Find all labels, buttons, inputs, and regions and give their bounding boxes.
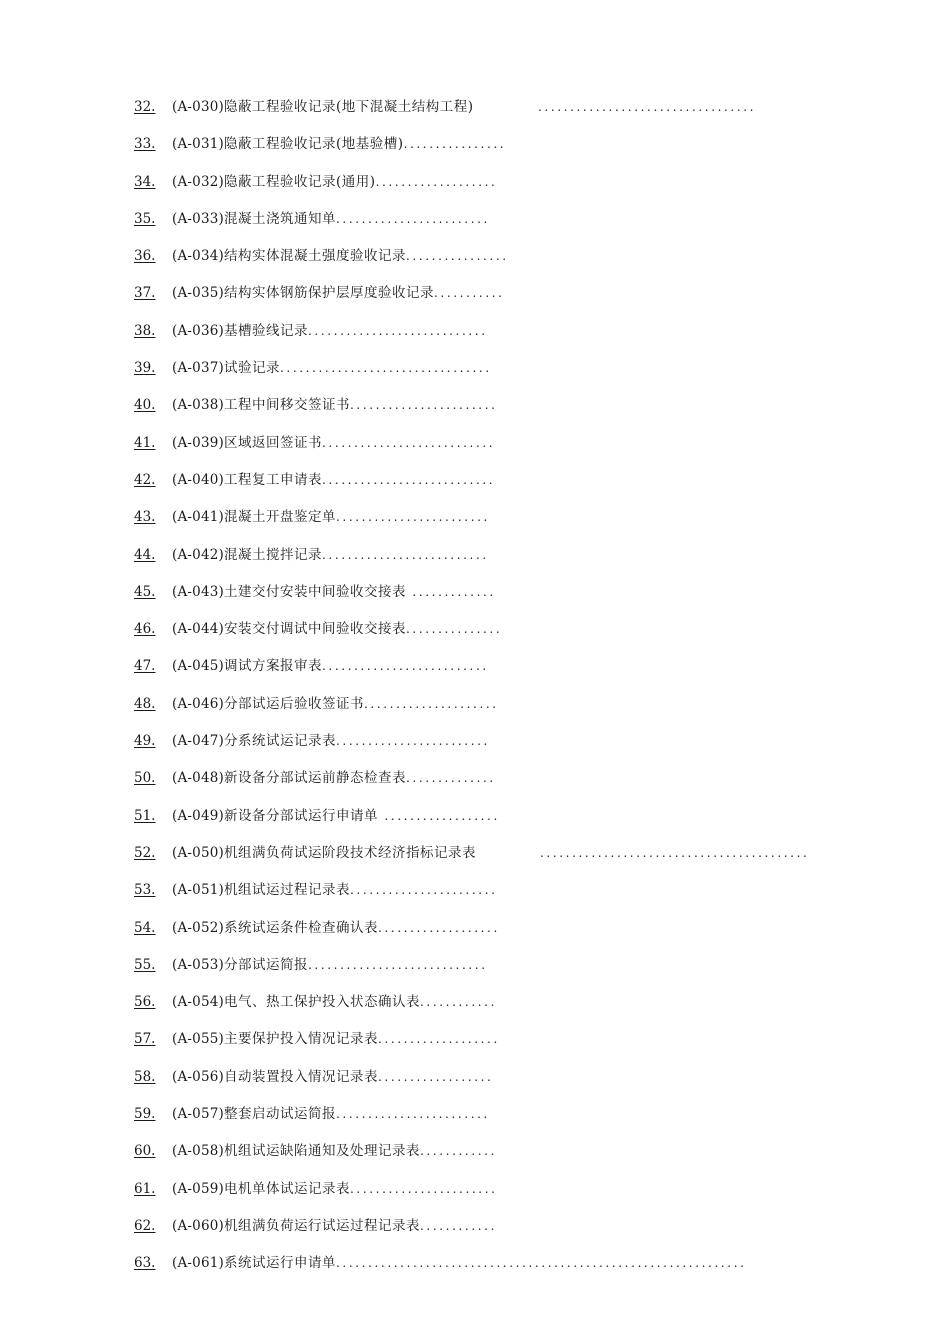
toc-entry-code: (A-048) xyxy=(172,770,225,787)
toc-entry-code: (A-061) xyxy=(172,1255,225,1272)
toc-entry-title: 机组试运过程记录表 xyxy=(224,882,351,899)
toc-entry-number: 33. xyxy=(134,136,156,153)
toc-entry-text xyxy=(172,545,489,565)
toc-entry-text xyxy=(172,134,506,154)
toc-leader-dots: ................................. xyxy=(280,361,492,376)
toc-entry-number: 56. xyxy=(134,994,156,1011)
toc-leader-dots: ................ xyxy=(403,137,507,152)
toc-leader-dots: .................. xyxy=(378,808,500,823)
toc-entry-number: 32. xyxy=(134,99,156,115)
toc-entry[interactable] xyxy=(134,97,894,134)
toc-entry[interactable] xyxy=(134,955,894,992)
toc-leader-dots: ................... xyxy=(375,174,498,189)
toc-entry-title: 区域返回签证书 xyxy=(224,434,323,451)
toc-entry-code: (A-033) xyxy=(172,210,225,227)
toc-entry-number: 57. xyxy=(134,1031,156,1048)
toc-entry-text xyxy=(172,507,490,527)
toc-entry-code: (A-041) xyxy=(172,509,225,526)
toc-entry-text xyxy=(172,955,488,975)
toc-leader-dots: ....................... xyxy=(350,883,498,898)
toc-leader-dots: ............ xyxy=(420,1218,497,1233)
toc-entry-number: 42. xyxy=(134,471,156,488)
toc-leader-dots: ........................... xyxy=(322,472,496,487)
toc-entry[interactable] xyxy=(134,134,894,171)
toc-entry-text xyxy=(172,470,495,490)
toc-entry-number: 61. xyxy=(134,1180,156,1197)
toc-entry[interactable] xyxy=(134,1104,894,1141)
toc-entry[interactable] xyxy=(134,768,894,805)
toc-entry-title: 土建交付安装中间验收交接表 xyxy=(224,583,407,600)
toc-entry-text xyxy=(172,433,495,453)
toc-entry-text xyxy=(172,172,497,192)
toc-entry-number: 63. xyxy=(134,1255,156,1272)
toc-entry-number: 53. xyxy=(134,882,156,899)
toc-entry[interactable] xyxy=(134,731,894,768)
toc-entry-code: (A-047) xyxy=(172,733,225,750)
toc-entry[interactable] xyxy=(134,656,894,693)
toc-entry-title: 基槽验线记录 xyxy=(224,322,309,339)
toc-entry-title: 隐蔽工程验收记录(地基验槽) xyxy=(224,136,404,153)
toc-entry-text xyxy=(172,918,500,938)
toc-entry-title: 新设备分部试运行申请单 xyxy=(224,807,379,824)
toc-entry-text xyxy=(172,619,502,639)
toc-entry-text xyxy=(172,694,499,714)
toc-entry-number: 50. xyxy=(134,770,156,787)
toc-entry-text xyxy=(172,1029,500,1049)
toc-entry-number: 59. xyxy=(134,1106,156,1123)
toc-entry-code: (A-040) xyxy=(172,471,225,488)
toc-entry-number: 49. xyxy=(134,733,156,750)
toc-entry[interactable] xyxy=(134,1179,894,1216)
toc-entry-title: 试验记录 xyxy=(224,360,281,377)
toc-entry-text xyxy=(172,656,489,676)
toc-entry-number: 62. xyxy=(134,1217,156,1234)
toc-entry-code: (A-034) xyxy=(172,248,225,265)
table-of-contents xyxy=(134,97,894,1291)
toc-entry-code: (A-060) xyxy=(172,1217,225,1234)
toc-entry-code: (A-058) xyxy=(172,1143,225,1160)
toc-entry-title: 系统试运条件检查确认表 xyxy=(224,919,379,936)
toc-entry-text xyxy=(172,731,490,751)
toc-entry-text xyxy=(172,768,496,788)
toc-entry-title: 结构实体混凝土强度验收记录 xyxy=(224,248,407,265)
toc-entry-code: (A-051) xyxy=(172,882,225,899)
toc-entry-number: 58. xyxy=(134,1068,156,1085)
toc-entry-code: (A-039) xyxy=(172,434,225,451)
toc-entry[interactable] xyxy=(134,1141,894,1178)
toc-entry[interactable] xyxy=(134,321,894,358)
toc-entry-number: 52. xyxy=(134,844,156,861)
toc-entry-number: 60. xyxy=(134,1143,156,1160)
toc-entry-number: 35. xyxy=(134,210,156,227)
toc-entry-number: 51. xyxy=(134,807,156,824)
toc-entry-number: 46. xyxy=(134,621,156,638)
toc-entry-title: 隐蔽工程验收记录(地下混凝土结构工程) xyxy=(224,99,474,115)
toc-entry-code: (A-057) xyxy=(172,1106,225,1123)
toc-entry-number: 47. xyxy=(134,658,156,675)
toc-entry-code: (A-035) xyxy=(172,285,225,302)
toc-entry-code: (A-031) xyxy=(172,136,225,153)
toc-entry[interactable] xyxy=(134,507,894,544)
toc-entry-text xyxy=(172,358,492,378)
toc-entry-number: 55. xyxy=(134,956,156,973)
toc-entry-title: 混凝土搅拌记录 xyxy=(224,546,323,563)
toc-entry[interactable] xyxy=(134,395,894,432)
toc-entry[interactable] xyxy=(134,545,894,582)
toc-entry[interactable] xyxy=(134,283,894,320)
toc-entry-code: (A-055) xyxy=(172,1031,225,1048)
toc-entry-code: (A-056) xyxy=(172,1068,225,1085)
toc-leader-dots: .................................. xyxy=(538,100,757,114)
toc-entry-code: (A-046) xyxy=(172,695,225,712)
toc-entry-title: 整套启动试运简报 xyxy=(224,1106,337,1123)
toc-entry-number: 39. xyxy=(134,360,156,377)
toc-entry-text xyxy=(172,246,509,266)
toc-entry-text xyxy=(172,1253,747,1273)
toc-entry-text xyxy=(172,806,500,826)
toc-entry-number: 44. xyxy=(134,546,156,563)
toc-entry-code: (A-030) xyxy=(172,99,225,115)
toc-entry-title: 电机单体试运记录表 xyxy=(224,1180,351,1197)
toc-entry-code: (A-053) xyxy=(172,956,225,973)
toc-entry-number: 43. xyxy=(134,509,156,526)
toc-leader-dots: ................... xyxy=(378,1032,500,1047)
toc-entry[interactable] xyxy=(134,582,894,619)
toc-entry-text xyxy=(172,395,498,415)
toc-entry-text xyxy=(172,992,497,1012)
toc-entry[interactable] xyxy=(134,246,894,283)
toc-entry[interactable] xyxy=(134,172,894,209)
toc-entry-title: 工程复工申请表 xyxy=(224,471,323,488)
toc-leader-dots: ................................................................ xyxy=(336,1256,747,1271)
toc-entry[interactable] xyxy=(134,433,894,470)
toc-entry-text xyxy=(172,1216,497,1236)
toc-entry-title: 安装交付调试中间验收交接表 xyxy=(224,621,407,638)
toc-entry-code: (A-037) xyxy=(172,360,225,377)
toc-leader-dots: ............ xyxy=(420,995,497,1010)
toc-leader-dots: ............. xyxy=(406,584,496,599)
toc-entry-title: 机组满负荷运行试运过程记录表 xyxy=(224,1217,421,1234)
toc-entry-title: 分部试运后验收签证书 xyxy=(224,695,365,712)
toc-entry-text xyxy=(172,582,496,602)
toc-entry-number: 37. xyxy=(134,285,156,302)
toc-leader-dots: .......................... xyxy=(322,547,489,562)
toc-entry-code: (A-049) xyxy=(172,807,225,824)
toc-entry-number: 45. xyxy=(134,583,156,600)
toc-entry-title: 结构实体钢筋保护层厚度验收记录 xyxy=(224,285,435,302)
toc-leader-dots: ........................ xyxy=(336,211,490,226)
toc-leader-dots: ........................... xyxy=(322,435,496,450)
toc-entry[interactable] xyxy=(134,209,894,246)
toc-entry-title: 隐蔽工程验收记录(通用) xyxy=(224,173,376,190)
toc-entry-number: 34. xyxy=(134,173,156,190)
toc-entry[interactable] xyxy=(134,619,894,656)
toc-entry-number: 41. xyxy=(134,434,156,451)
toc-entry-code: (A-036) xyxy=(172,322,225,339)
toc-leader-dots: .................. xyxy=(378,1069,494,1084)
toc-entry-text xyxy=(172,209,490,229)
toc-entry-title: 机组满负荷试运阶段技术经济指标记录表 xyxy=(224,844,477,861)
toc-entry[interactable] xyxy=(134,1029,894,1066)
toc-entry-text xyxy=(172,843,476,863)
toc-entry-title: 分系统试运记录表 xyxy=(224,733,337,750)
toc-entry-title: 调试方案报审表 xyxy=(224,658,323,675)
toc-leader-dots: ............................ xyxy=(308,957,488,972)
toc-leader-dots: ....................... xyxy=(350,398,498,413)
toc-entry-number: 40. xyxy=(134,397,156,414)
toc-entry-number: 54. xyxy=(134,919,156,936)
toc-entry-code: (A-042) xyxy=(172,546,225,563)
toc-leader-dots: ....................... xyxy=(350,1181,498,1196)
toc-entry[interactable] xyxy=(134,918,894,955)
toc-entry-text xyxy=(172,97,474,117)
toc-entry[interactable] xyxy=(134,470,894,507)
toc-leader-dots: .............. xyxy=(406,771,496,786)
toc-entry-text xyxy=(172,283,505,303)
toc-entry-code: (A-045) xyxy=(172,658,225,675)
toc-leader-dots: ........................ xyxy=(336,1107,490,1122)
toc-leader-dots: ........................ xyxy=(336,510,490,525)
toc-entry-title: 分部试运简报 xyxy=(224,956,309,973)
toc-entry-code: (A-059) xyxy=(172,1180,225,1197)
toc-entry-code: (A-050) xyxy=(172,844,225,861)
toc-entry-code: (A-032) xyxy=(172,173,225,190)
toc-entry-text xyxy=(172,880,498,900)
toc-entry-text xyxy=(172,1104,490,1124)
toc-leader-dots: ........... xyxy=(434,286,505,301)
toc-entry-code: (A-052) xyxy=(172,919,225,936)
toc-leader-dots: ............... xyxy=(406,622,503,637)
toc-entry[interactable] xyxy=(134,694,894,731)
toc-entry-number: 48. xyxy=(134,695,156,712)
toc-leader-dots: .......................... xyxy=(322,659,489,674)
toc-leader-dots: .......................................... xyxy=(540,845,810,860)
toc-entry-text xyxy=(172,1067,493,1087)
toc-entry-title: 电气、热工保护投入状态确认表 xyxy=(224,994,421,1011)
toc-entry-code: (A-043) xyxy=(172,583,225,600)
toc-entry-code: (A-038) xyxy=(172,397,225,414)
toc-entry-text xyxy=(172,1179,498,1199)
toc-entry[interactable] xyxy=(134,880,894,917)
toc-entry-title: 新设备分部试运前静态检查表 xyxy=(224,770,407,787)
toc-leader-dots: ..................... xyxy=(364,696,499,711)
toc-entry-title: 自动装置投入情况记录表 xyxy=(224,1068,379,1085)
toc-leader-dots: ........................ xyxy=(336,734,490,749)
toc-entry-text xyxy=(172,321,488,341)
toc-entry-number: 38. xyxy=(134,322,156,339)
toc-entry[interactable] xyxy=(134,1253,894,1290)
toc-entry-title: 工程中间移交签证书 xyxy=(224,397,351,414)
toc-entry[interactable] xyxy=(134,843,894,880)
toc-leader-dots: ............................ xyxy=(308,323,488,338)
toc-entry-code: (A-054) xyxy=(172,994,225,1011)
toc-entry-text xyxy=(172,1141,497,1161)
toc-entry-title: 混凝土浇筑通知单 xyxy=(224,210,337,227)
toc-entry-number: 36. xyxy=(134,248,156,265)
toc-entry[interactable] xyxy=(134,806,894,843)
toc-entry-title: 主要保护投入情况记录表 xyxy=(224,1031,379,1048)
toc-entry-title: 机组试运缺陷通知及处理记录表 xyxy=(224,1143,421,1160)
toc-leader-dots: ................ xyxy=(406,249,509,264)
toc-entry[interactable] xyxy=(134,1067,894,1104)
toc-entry[interactable] xyxy=(134,1216,894,1253)
toc-entry-title: 系统试运行申请单 xyxy=(224,1255,337,1272)
toc-leader-dots: ................... xyxy=(378,920,500,935)
toc-entry[interactable] xyxy=(134,358,894,395)
toc-entry-title: 混凝土开盘鉴定单 xyxy=(224,509,337,526)
toc-entry[interactable] xyxy=(134,992,894,1029)
toc-entry-code: (A-044) xyxy=(172,621,225,638)
toc-leader-dots: ............ xyxy=(420,1144,497,1159)
